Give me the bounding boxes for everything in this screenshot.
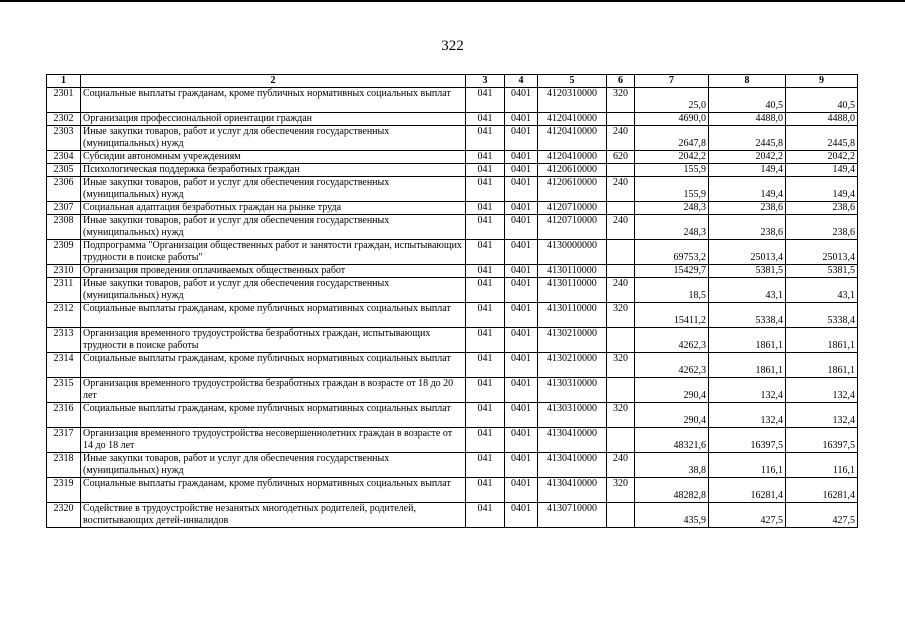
expense-type-cell: [607, 164, 635, 177]
amount-col8-cell: 40,5: [709, 88, 786, 113]
table-row: [47, 353, 858, 378]
amount-col9-cell: 2042,2: [786, 151, 858, 164]
row-number-cell: 2311: [47, 278, 81, 303]
item-name-cell: Иные закупки товаров, работ и услуг для обеспечения государственных (муниципальных) нужд: [81, 453, 466, 478]
expense-type-cell: 320: [607, 478, 635, 503]
ministry-code-cell: 041: [466, 428, 505, 453]
table-row: [47, 126, 858, 151]
row-number-cell: 2307: [47, 202, 81, 215]
amount-col9-cell: 4488,0: [786, 113, 858, 126]
table-row: [47, 177, 858, 202]
expense-type-cell: [607, 240, 635, 265]
amount-col8-cell: 2042,2: [709, 151, 786, 164]
amount-col9-cell: 238,6: [786, 202, 858, 215]
table-row: [47, 113, 858, 126]
item-name-cell: Социальные выплаты гражданам, кроме публичных нормативных социальных выплат: [81, 478, 466, 503]
ministry-code-cell: 041: [466, 164, 505, 177]
column-header: 1: [47, 75, 81, 88]
target-article-cell: 4130110000: [538, 278, 607, 303]
ministry-code-cell: 041: [466, 240, 505, 265]
amount-col9-cell: 16397,5: [786, 428, 858, 453]
amount-col7-cell: 38,8: [635, 453, 709, 478]
target-article-cell: 4130310000: [538, 378, 607, 403]
target-article-cell: 4120410000: [538, 126, 607, 151]
column-header: 9: [786, 75, 858, 88]
amount-col7-cell: 4262,3: [635, 353, 709, 378]
ministry-code-cell: 041: [466, 215, 505, 240]
expense-type-cell: [607, 328, 635, 353]
amount-col8-cell: 238,6: [709, 215, 786, 240]
item-name-cell: Социальная адаптация безработных граждан на рынке труда: [81, 202, 466, 215]
item-name-cell: Организация временного трудоустройства безработных граждан, испытывающих трудности в поиске работы: [81, 328, 466, 353]
amount-col8-cell: 149,4: [709, 177, 786, 202]
section-code-cell: 0401: [505, 278, 538, 303]
section-code-cell: 0401: [505, 378, 538, 403]
item-name-cell: Психологическая поддержка безработных граждан: [81, 164, 466, 177]
amount-col9-cell: 149,4: [786, 164, 858, 177]
section-code-cell: 0401: [505, 428, 538, 453]
amount-col7-cell: 48282,8: [635, 478, 709, 503]
section-code-cell: 0401: [505, 303, 538, 328]
amount-col8-cell: 5338,4: [709, 303, 786, 328]
row-number-cell: 2303: [47, 126, 81, 151]
target-article-cell: 4130110000: [538, 265, 607, 278]
amount-col9-cell: 16281,4: [786, 478, 858, 503]
amount-col8-cell: 1861,1: [709, 353, 786, 378]
table-row: [47, 453, 858, 478]
table-row: [47, 478, 858, 503]
section-code-cell: 0401: [505, 113, 538, 126]
column-header: 7: [635, 75, 709, 88]
section-code-cell: 0401: [505, 240, 538, 265]
ministry-code-cell: 041: [466, 177, 505, 202]
section-code-cell: 0401: [505, 88, 538, 113]
table-row: [47, 303, 858, 328]
row-number-cell: 2316: [47, 403, 81, 428]
target-article-cell: 4130410000: [538, 453, 607, 478]
item-name-cell: Организация профессиональной ориентации граждан: [81, 113, 466, 126]
row-number-cell: 2319: [47, 478, 81, 503]
amount-col7-cell: 48321,6: [635, 428, 709, 453]
target-article-cell: 4130410000: [538, 428, 607, 453]
row-number-cell: 2301: [47, 88, 81, 113]
section-code-cell: 0401: [505, 126, 538, 151]
item-name-cell: Иные закупки товаров, работ и услуг для обеспечения государственных (муниципальных) нужд: [81, 126, 466, 151]
amount-col9-cell: 43,1: [786, 278, 858, 303]
amount-col7-cell: 4262,3: [635, 328, 709, 353]
expense-type-cell: [607, 428, 635, 453]
amount-col7-cell: 69753,2: [635, 240, 709, 265]
expense-type-cell: 240: [607, 215, 635, 240]
item-name-cell: Иные закупки товаров, работ и услуг для обеспечения государственных (муниципальных) нужд: [81, 215, 466, 240]
ministry-code-cell: 041: [466, 453, 505, 478]
row-number-cell: 2312: [47, 303, 81, 328]
amount-col8-cell: 25013,4: [709, 240, 786, 265]
amount-col9-cell: 5381,5: [786, 265, 858, 278]
ministry-code-cell: 041: [466, 265, 505, 278]
ministry-code-cell: 041: [466, 403, 505, 428]
item-name-cell: Социальные выплаты гражданам, кроме публичных нормативных социальных выплат: [81, 88, 466, 113]
row-number-cell: 2310: [47, 265, 81, 278]
section-code-cell: 0401: [505, 151, 538, 164]
table-row: [47, 240, 858, 265]
item-name-cell: Социальные выплаты гражданам, кроме публичных нормативных социальных выплат: [81, 303, 466, 328]
table-row: [47, 503, 858, 528]
section-code-cell: 0401: [505, 328, 538, 353]
item-name-cell: Иные закупки товаров, работ и услуг для обеспечения государственных (муниципальных) нужд: [81, 177, 466, 202]
ministry-code-cell: 041: [466, 478, 505, 503]
expense-type-cell: [607, 503, 635, 528]
column-header: 8: [709, 75, 786, 88]
row-number-cell: 2302: [47, 113, 81, 126]
section-code-cell: 0401: [505, 503, 538, 528]
item-name-cell: Организация проведения оплачиваемых общественных работ: [81, 265, 466, 278]
table-row: [47, 202, 858, 215]
expense-type-cell: [607, 265, 635, 278]
amount-col9-cell: 116,1: [786, 453, 858, 478]
table-row: [47, 215, 858, 240]
amount-col7-cell: 155,9: [635, 177, 709, 202]
ministry-code-cell: 041: [466, 378, 505, 403]
ministry-code-cell: 041: [466, 503, 505, 528]
expense-type-cell: 240: [607, 453, 635, 478]
amount-col7-cell: 25,0: [635, 88, 709, 113]
amount-col9-cell: 132,4: [786, 378, 858, 403]
table-row: [47, 265, 858, 278]
amount-col7-cell: 290,4: [635, 378, 709, 403]
section-code-cell: 0401: [505, 478, 538, 503]
column-header: 2: [81, 75, 466, 88]
row-number-cell: 2306: [47, 177, 81, 202]
ministry-code-cell: 041: [466, 303, 505, 328]
amount-col8-cell: 132,4: [709, 378, 786, 403]
amount-col7-cell: 435,9: [635, 503, 709, 528]
amount-col9-cell: 132,4: [786, 403, 858, 428]
target-article-cell: 4130210000: [538, 353, 607, 378]
target-article-cell: 4120710000: [538, 215, 607, 240]
section-code-cell: 0401: [505, 353, 538, 378]
expense-type-cell: 620: [607, 151, 635, 164]
section-code-cell: 0401: [505, 202, 538, 215]
item-name-cell: Организация временного трудоустройства несовершеннолетних граждан в возрасте от 14 до 18 лет: [81, 428, 466, 453]
table-row: [47, 403, 858, 428]
ministry-code-cell: 041: [466, 126, 505, 151]
ministry-code-cell: 041: [466, 202, 505, 215]
expense-type-cell: 240: [607, 177, 635, 202]
amount-col8-cell: 4488,0: [709, 113, 786, 126]
row-number-cell: 2318: [47, 453, 81, 478]
item-name-cell: Социальные выплаты гражданам, кроме публичных нормативных социальных выплат: [81, 403, 466, 428]
target-article-cell: 4120610000: [538, 164, 607, 177]
table-row: [47, 88, 858, 113]
section-code-cell: 0401: [505, 403, 538, 428]
budget-table: [46, 74, 858, 528]
table-row: [47, 378, 858, 403]
table-body: [47, 88, 858, 528]
target-article-cell: 4130410000: [538, 478, 607, 503]
amount-col7-cell: 248,3: [635, 202, 709, 215]
expense-type-cell: 320: [607, 303, 635, 328]
amount-col8-cell: 149,4: [709, 164, 786, 177]
amount-col8-cell: 5381,5: [709, 265, 786, 278]
expense-type-cell: 320: [607, 88, 635, 113]
table-header-row: [47, 75, 858, 88]
row-number-cell: 2308: [47, 215, 81, 240]
amount-col8-cell: 238,6: [709, 202, 786, 215]
column-header: 3: [466, 75, 505, 88]
section-code-cell: 0401: [505, 164, 538, 177]
expense-type-cell: [607, 202, 635, 215]
row-number-cell: 2304: [47, 151, 81, 164]
expense-type-cell: 240: [607, 278, 635, 303]
target-article-cell: 4120410000: [538, 113, 607, 126]
target-article-cell: 4130110000: [538, 303, 607, 328]
page-number: 322: [441, 38, 464, 54]
expense-type-cell: 320: [607, 353, 635, 378]
target-article-cell: 4120410000: [538, 151, 607, 164]
amount-col7-cell: 4690,0: [635, 113, 709, 126]
amount-col7-cell: 15411,2: [635, 303, 709, 328]
ministry-code-cell: 041: [466, 113, 505, 126]
ministry-code-cell: 041: [466, 328, 505, 353]
expense-type-cell: 240: [607, 126, 635, 151]
item-name-cell: Подпрограмма "Организация общественных работ и занятости граждан, испытывающих трудности в поиске работы": [81, 240, 466, 265]
amount-col9-cell: 40,5: [786, 88, 858, 113]
ministry-code-cell: 041: [466, 278, 505, 303]
target-article-cell: 4130210000: [538, 328, 607, 353]
amount-col7-cell: 155,9: [635, 164, 709, 177]
row-number-cell: 2315: [47, 378, 81, 403]
expense-type-cell: [607, 113, 635, 126]
row-number-cell: 2320: [47, 503, 81, 528]
amount-col9-cell: 238,6: [786, 215, 858, 240]
row-number-cell: 2313: [47, 328, 81, 353]
amount-col9-cell: 25013,4: [786, 240, 858, 265]
target-article-cell: 4120610000: [538, 177, 607, 202]
row-number-cell: 2309: [47, 240, 81, 265]
row-number-cell: 2314: [47, 353, 81, 378]
row-number-cell: 2317: [47, 428, 81, 453]
section-code-cell: 0401: [505, 265, 538, 278]
item-name-cell: Организация временного трудоустройства безработных граждан в возрасте от 18 до 20 лет: [81, 378, 466, 403]
amount-col8-cell: 132,4: [709, 403, 786, 428]
column-header: 4: [505, 75, 538, 88]
table-row: [47, 278, 858, 303]
item-name-cell: Субсидии автономным учреждениям: [81, 151, 466, 164]
target-article-cell: 4120310000: [538, 88, 607, 113]
amount-col9-cell: 427,5: [786, 503, 858, 528]
amount-col7-cell: 18,5: [635, 278, 709, 303]
ministry-code-cell: 041: [466, 88, 505, 113]
target-article-cell: 4130310000: [538, 403, 607, 428]
amount-col8-cell: 2445,8: [709, 126, 786, 151]
amount-col7-cell: 290,4: [635, 403, 709, 428]
amount-col8-cell: 16281,4: [709, 478, 786, 503]
amount-col7-cell: 15429,7: [635, 265, 709, 278]
item-name-cell: Социальные выплаты гражданам, кроме публичных нормативных социальных выплат: [81, 353, 466, 378]
amount-col9-cell: 2445,8: [786, 126, 858, 151]
table-row: [47, 151, 858, 164]
amount-col9-cell: 149,4: [786, 177, 858, 202]
section-code-cell: 0401: [505, 177, 538, 202]
ministry-code-cell: 041: [466, 353, 505, 378]
amount-col9-cell: 5338,4: [786, 303, 858, 328]
amount-col7-cell: 2042,2: [635, 151, 709, 164]
table-row: [47, 328, 858, 353]
target-article-cell: 4120710000: [538, 202, 607, 215]
section-code-cell: 0401: [505, 215, 538, 240]
item-name-cell: Содействие в трудоустройстве незанятых многодетных родителей, родителей, воспитывающих детей-инвалидов: [81, 503, 466, 528]
ministry-code-cell: 041: [466, 151, 505, 164]
amount-col8-cell: 1861,1: [709, 328, 786, 353]
column-header: 6: [607, 75, 635, 88]
expense-type-cell: 320: [607, 403, 635, 428]
amount-col7-cell: 2647,8: [635, 126, 709, 151]
amount-col8-cell: 43,1: [709, 278, 786, 303]
table-row: [47, 428, 858, 453]
page-top-edge: [0, 0, 905, 2]
target-article-cell: 4130000000: [538, 240, 607, 265]
amount-col8-cell: 16397,5: [709, 428, 786, 453]
amount-col9-cell: 1861,1: [786, 328, 858, 353]
amount-col8-cell: 427,5: [709, 503, 786, 528]
amount-col9-cell: 1861,1: [786, 353, 858, 378]
amount-col7-cell: 248,3: [635, 215, 709, 240]
column-header: 5: [538, 75, 607, 88]
section-code-cell: 0401: [505, 453, 538, 478]
amount-col8-cell: 116,1: [709, 453, 786, 478]
target-article-cell: 4130710000: [538, 503, 607, 528]
table-row: [47, 164, 858, 177]
expense-type-cell: [607, 378, 635, 403]
item-name-cell: Иные закупки товаров, работ и услуг для обеспечения государственных (муниципальных) нужд: [81, 278, 466, 303]
row-number-cell: 2305: [47, 164, 81, 177]
